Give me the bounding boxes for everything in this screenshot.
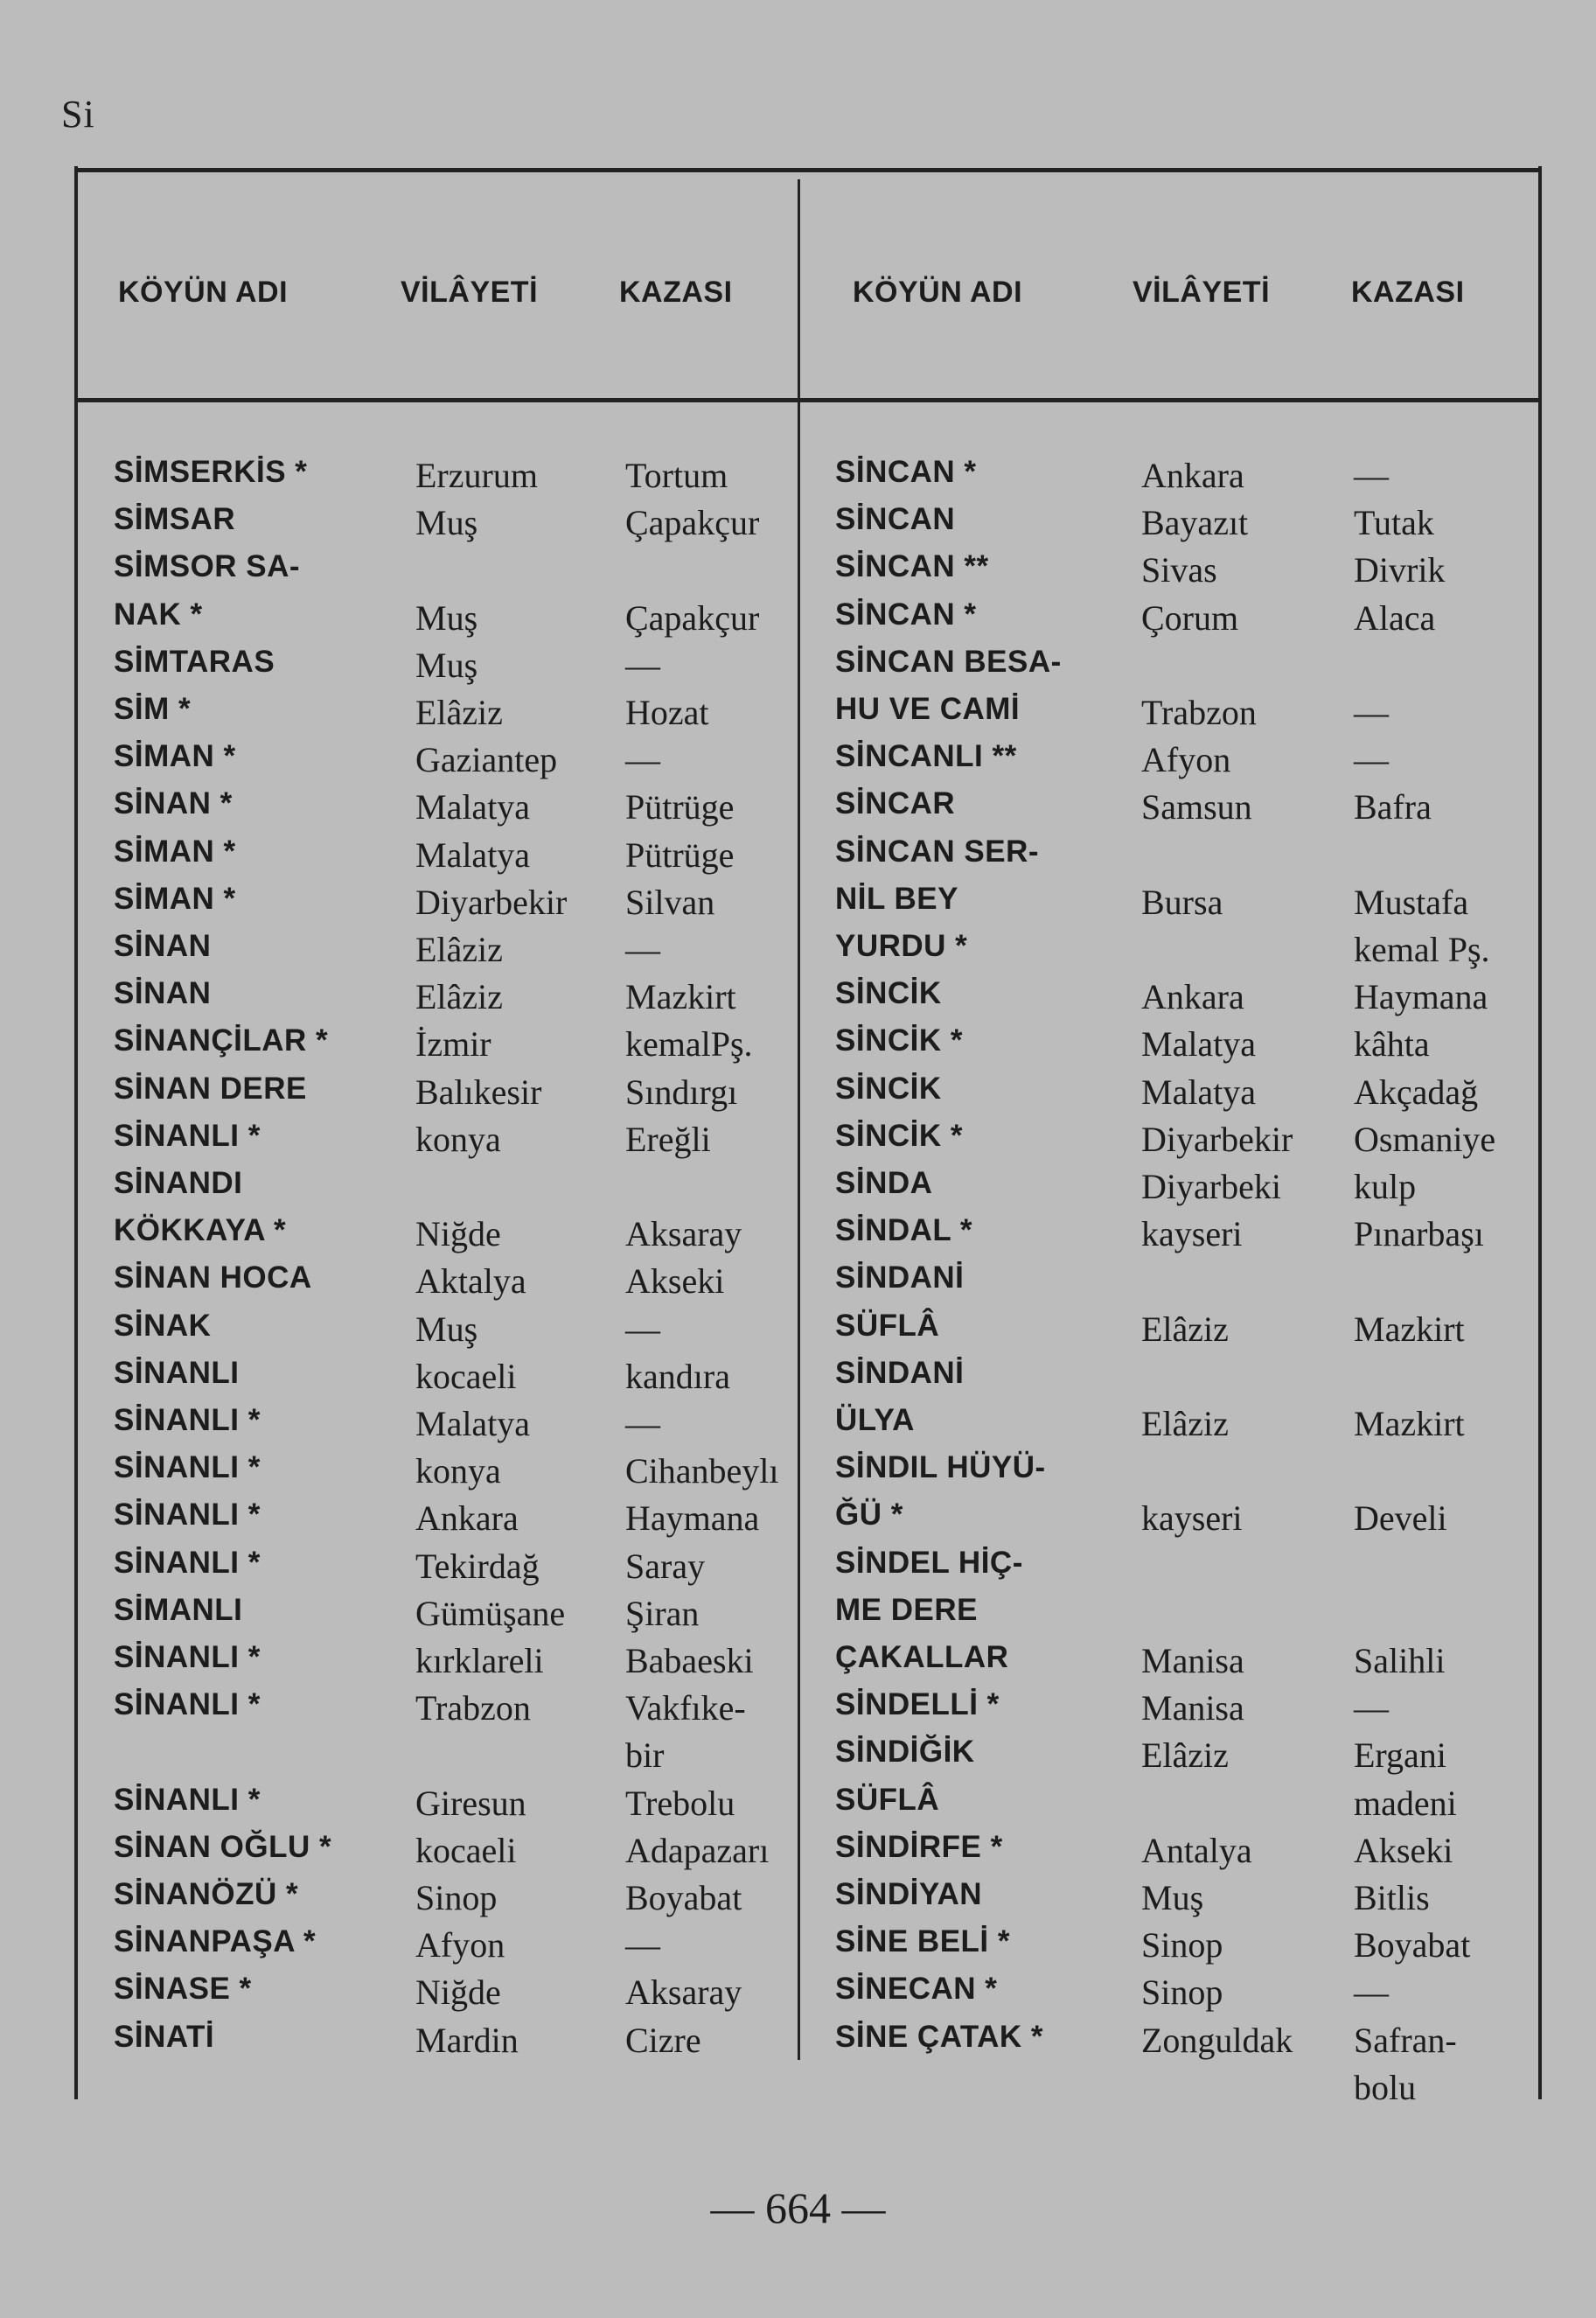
right-row-district: Mustafa <box>1354 883 1469 922</box>
right-row-district: Develi <box>1354 1498 1447 1538</box>
left-row-name: SİNANDI <box>114 1166 243 1200</box>
left-row-name: SİNAN HOCA <box>114 1260 312 1295</box>
right-row-name: SİNE ÇATAK * <box>835 2020 1044 2054</box>
right-row-province: Afyon <box>1141 740 1231 779</box>
right-row-district: — <box>1354 740 1389 779</box>
right-row-name: SİNCANLI ** <box>835 739 1017 773</box>
right-row-name: SİNDAL * <box>835 1213 972 1247</box>
right-row-name: SİNCİK * <box>835 1119 963 1153</box>
left-row-name: SİNANLI * <box>114 1640 261 1674</box>
right-row-province: Ankara <box>1141 977 1244 1016</box>
left-row-district: Pütrüge <box>625 787 735 827</box>
left-row-province: kocaeli <box>415 1831 517 1870</box>
right-row-name: SİNCAN ** <box>835 549 989 583</box>
left-row-name: SİNAN <box>114 976 212 1010</box>
right-row-name: SİNDANİ <box>835 1260 965 1295</box>
right-row-district: Safran- <box>1354 2021 1457 2060</box>
left-row-district: Silvan <box>625 883 715 922</box>
right-row-province: Elâziz <box>1141 1404 1229 1443</box>
left-row-district: kemalPş. <box>625 1024 753 1064</box>
right-row-name: SİNCİK * <box>835 1023 963 1058</box>
left-row-district: Ereğli <box>625 1120 711 1159</box>
left-row-province: Afyon <box>415 1925 505 1965</box>
header-right-district: KAZASI <box>1351 276 1465 309</box>
right-row-district: Boyabat <box>1354 1925 1471 1965</box>
left-row-name: SİMSAR <box>114 502 236 536</box>
left-row-province: konya <box>415 1451 501 1491</box>
right-row-province: Malatya <box>1141 1024 1257 1064</box>
right-row-district: kâhta <box>1354 1024 1430 1064</box>
right-row-name: SİNDİYAN <box>835 1877 983 1911</box>
right-row-province: Zonguldak <box>1141 2021 1293 2060</box>
right-row-district: kulp <box>1354 1167 1417 1206</box>
left-row-name: SİNAN * <box>114 786 233 820</box>
right-row-district: Salihli <box>1354 1641 1446 1680</box>
left-row-province: Muş <box>415 646 478 685</box>
left-row-district: — <box>625 930 660 969</box>
header-right-province: VİLÂYETİ <box>1133 276 1271 309</box>
right-row-name: SÜFLÂ <box>835 1309 940 1343</box>
page-number: — 664 — <box>710 2183 886 2232</box>
left-row-name: SİMAN * <box>114 882 236 916</box>
right-row-province: Elâziz <box>1141 1309 1229 1349</box>
left-row-district: Pütrüge <box>625 835 735 875</box>
left-row-province: Gaziantep <box>415 740 558 779</box>
left-row-district: — <box>625 1925 660 1965</box>
left-row-district: Cihanbeylı <box>625 1451 779 1491</box>
left-row-district: Çapakçur <box>625 503 760 542</box>
left-row-name: SİMSOR SA- <box>114 549 301 583</box>
left-row-province: Erzurum <box>415 456 538 495</box>
left-row-district: Saray <box>625 1546 706 1586</box>
right-row-name: SİNDA <box>835 1166 933 1200</box>
right-row-name: SİNDİRFE * <box>835 1830 1003 1864</box>
left-row-province: Diyarbekir <box>415 883 568 922</box>
left-row-name: SİNANÖZÜ * <box>114 1877 299 1911</box>
right-row-province: Sinop <box>1141 1925 1223 1965</box>
right-row-name: ÇAKALLAR <box>835 1640 1009 1674</box>
right-row-district: bolu <box>1354 2068 1417 2107</box>
left-row-district: Vakfıke- <box>625 1688 746 1728</box>
right-row-district: Mazkirt <box>1354 1309 1465 1349</box>
right-row-name: SİNCAN * <box>835 597 977 632</box>
right-row-name: SİNCAN SER- <box>835 834 1040 869</box>
left-row-district: bir <box>625 1735 665 1775</box>
left-row-province: Muş <box>415 503 478 542</box>
header-left-name: KÖYÜN ADI <box>118 276 289 309</box>
left-row-district: Sındırgı <box>625 1072 738 1112</box>
left-row-name: SİNAK <box>114 1309 212 1343</box>
right-row-name: SİNE BELİ * <box>835 1924 1010 1958</box>
left-row-name: SİNANLI * <box>114 1450 261 1484</box>
left-row-district: Aksaray <box>625 1972 742 2012</box>
left-row-name: SİMTARAS <box>114 645 275 679</box>
left-row-province: Malatya <box>415 1404 531 1443</box>
left-row-province: Elâziz <box>415 977 503 1016</box>
left-row-province: Gümüşane <box>415 1594 566 1633</box>
left-row-province: Tekirdağ <box>415 1546 540 1586</box>
left-row-name: SİNANLI * <box>114 1498 261 1532</box>
right-row-province: Antalya <box>1141 1831 1252 1870</box>
right-row-district: — <box>1354 693 1389 732</box>
right-row-district: Mazkirt <box>1354 1404 1465 1443</box>
left-row-name: SİNANLI * <box>114 1546 261 1580</box>
left-row-province: kocaeli <box>415 1357 517 1396</box>
left-row-name: SİMSERKİS * <box>114 455 308 489</box>
left-row-province: Ankara <box>415 1498 519 1538</box>
left-row-name: KÖKKAYA * <box>114 1213 287 1247</box>
left-row-name: SİMAN * <box>114 834 236 869</box>
left-row-name: SİMAN * <box>114 739 236 773</box>
left-row-province: Elâziz <box>415 693 503 732</box>
right-row-province: Diyarbekir <box>1141 1120 1293 1159</box>
left-row-province: İzmir <box>415 1024 491 1064</box>
left-row-province: Malatya <box>415 787 531 827</box>
right-row-province: Bursa <box>1141 883 1223 922</box>
right-row-district: madeni <box>1354 1784 1457 1823</box>
right-row-name: SİNCAN * <box>835 455 977 489</box>
right-row-name: SİNCAN <box>835 502 956 536</box>
left-row-province: Malatya <box>415 835 531 875</box>
right-row-province: Muş <box>1141 1878 1204 1917</box>
page-head: Si <box>61 93 95 136</box>
right-row-province: Sinop <box>1141 1972 1223 2012</box>
left-row-province: Giresun <box>415 1784 526 1823</box>
right-row-name: SİNCİK <box>835 976 942 1010</box>
right-row-name: YURDU * <box>835 929 968 963</box>
left-row-province: Niğde <box>415 1214 501 1253</box>
left-row-province: Muş <box>415 1309 478 1349</box>
left-row-name: SİNANLI * <box>114 1687 261 1721</box>
right-row-district: Haymana <box>1354 977 1488 1016</box>
right-row-name: ÜLYA <box>835 1403 915 1437</box>
left-row-district: Aksaray <box>625 1214 742 1253</box>
left-row-district: — <box>625 1404 660 1443</box>
right-row-name: SİNCİK <box>835 1072 942 1106</box>
left-row-district: Babaeski <box>625 1641 754 1680</box>
left-row-district: kandıra <box>625 1357 730 1396</box>
left-row-name: SİNAN OĞLU * <box>114 1830 332 1864</box>
right-row-name: SİNCAN BESA- <box>835 645 1062 679</box>
left-row-name: SİNASE * <box>114 1972 252 2006</box>
right-row-province: Trabzon <box>1141 693 1257 732</box>
right-row-district: Ergani <box>1354 1735 1446 1775</box>
right-row-name: SİNDİĞİK <box>835 1735 975 1769</box>
right-row-district: Tutak <box>1354 503 1434 542</box>
left-row-province: Balıkesir <box>415 1072 542 1112</box>
left-row-province: Aktalya <box>415 1261 526 1301</box>
right-row-district: Akseki <box>1354 1831 1453 1870</box>
right-row-province: kayseri <box>1141 1214 1243 1253</box>
right-row-name: ĞÜ * <box>835 1498 903 1532</box>
left-row-name: SİNANÇİLAR * <box>114 1023 329 1058</box>
left-row-district: — <box>625 646 660 685</box>
left-row-name: SİMANLI <box>114 1593 243 1627</box>
left-row-district: Akseki <box>625 1261 725 1301</box>
header-left-province: VİLÂYETİ <box>401 276 539 309</box>
left-row-province: Elâziz <box>415 930 503 969</box>
left-row-name: SİNAN DERE <box>114 1072 307 1106</box>
left-row-name: SİNANLI * <box>114 1119 261 1153</box>
left-row-name: SİNATİ <box>114 2020 215 2054</box>
left-row-district: Mazkirt <box>625 977 736 1016</box>
left-row-district: Hozat <box>625 693 709 732</box>
right-row-name: SİNDEL HİÇ- <box>835 1546 1023 1580</box>
right-row-district: Akçadağ <box>1354 1072 1479 1112</box>
right-row-province: Manisa <box>1141 1688 1244 1728</box>
right-row-province: Diyarbeki <box>1141 1167 1281 1206</box>
right-row-province: Samsun <box>1141 787 1252 827</box>
right-row-name: HU VE CAMİ <box>835 692 1021 726</box>
left-row-district: — <box>625 740 660 779</box>
left-row-district: Tortum <box>625 456 728 495</box>
right-row-name: ME DERE <box>835 1593 978 1627</box>
right-row-name: SÜFLÂ <box>835 1783 940 1817</box>
left-row-name: SİNANPAŞA * <box>114 1924 317 1958</box>
right-row-province: Bayazıt <box>1141 503 1249 542</box>
right-row-district: Osmaniye <box>1354 1120 1496 1159</box>
right-row-province: kayseri <box>1141 1498 1243 1538</box>
right-row-district: Divrik <box>1354 550 1446 590</box>
left-row-province: kırklareli <box>415 1641 544 1680</box>
left-row-province: konya <box>415 1120 501 1159</box>
left-row-district: Adapazarı <box>625 1831 770 1870</box>
right-row-province: Manisa <box>1141 1641 1244 1680</box>
right-row-province: Çorum <box>1141 598 1239 638</box>
right-row-district: Pınarbaşı <box>1354 1214 1484 1253</box>
left-row-district: Trebolu <box>625 1784 735 1823</box>
right-row-province: Ankara <box>1141 456 1244 495</box>
left-row-province: Niğde <box>415 1972 501 2012</box>
left-row-name: SİM * <box>114 692 192 726</box>
left-row-district: — <box>625 1309 660 1349</box>
left-row-name: SİNANLI <box>114 1356 240 1390</box>
left-row-province: Muş <box>415 598 478 638</box>
right-row-province: Malatya <box>1141 1072 1257 1112</box>
right-row-name: NİL BEY <box>835 882 958 916</box>
right-row-name: SİNDELLİ * <box>835 1687 1000 1721</box>
left-row-province: Sinop <box>415 1878 498 1917</box>
right-row-province: Sivas <box>1141 550 1217 590</box>
header-left-district: KAZASI <box>619 276 733 309</box>
right-row-district: kemal Pş. <box>1354 930 1490 969</box>
left-row-name: SİNANLI * <box>114 1783 261 1817</box>
right-row-district: Bafra <box>1354 787 1432 827</box>
right-row-name: SİNDANİ <box>835 1356 965 1390</box>
right-row-name: SİNECAN * <box>835 1972 998 2006</box>
right-row-province: Elâziz <box>1141 1735 1229 1775</box>
right-row-district: Alaca <box>1354 598 1436 638</box>
left-row-province: Mardin <box>415 2021 519 2060</box>
right-row-district: — <box>1354 1688 1389 1728</box>
left-row-name: NAK * <box>114 597 203 632</box>
right-row-name: SİNCAR <box>835 786 956 820</box>
left-row-name: SİNANLI * <box>114 1403 261 1437</box>
left-row-district: Boyabat <box>625 1878 742 1917</box>
header-right-name: KÖYÜN ADI <box>853 276 1023 309</box>
left-row-district: Şiran <box>625 1594 700 1633</box>
left-row-name: SİNAN <box>114 929 212 963</box>
left-row-province: Trabzon <box>415 1688 531 1728</box>
left-row-district: Çapakçur <box>625 598 760 638</box>
right-row-name: SİNDIL HÜYÜ- <box>835 1450 1046 1484</box>
left-row-district: Haymana <box>625 1498 760 1538</box>
right-row-district: — <box>1354 456 1389 495</box>
right-row-district: Bitlis <box>1354 1878 1430 1917</box>
left-row-district: Cizre <box>625 2021 701 2060</box>
right-row-district: — <box>1354 1972 1389 2012</box>
